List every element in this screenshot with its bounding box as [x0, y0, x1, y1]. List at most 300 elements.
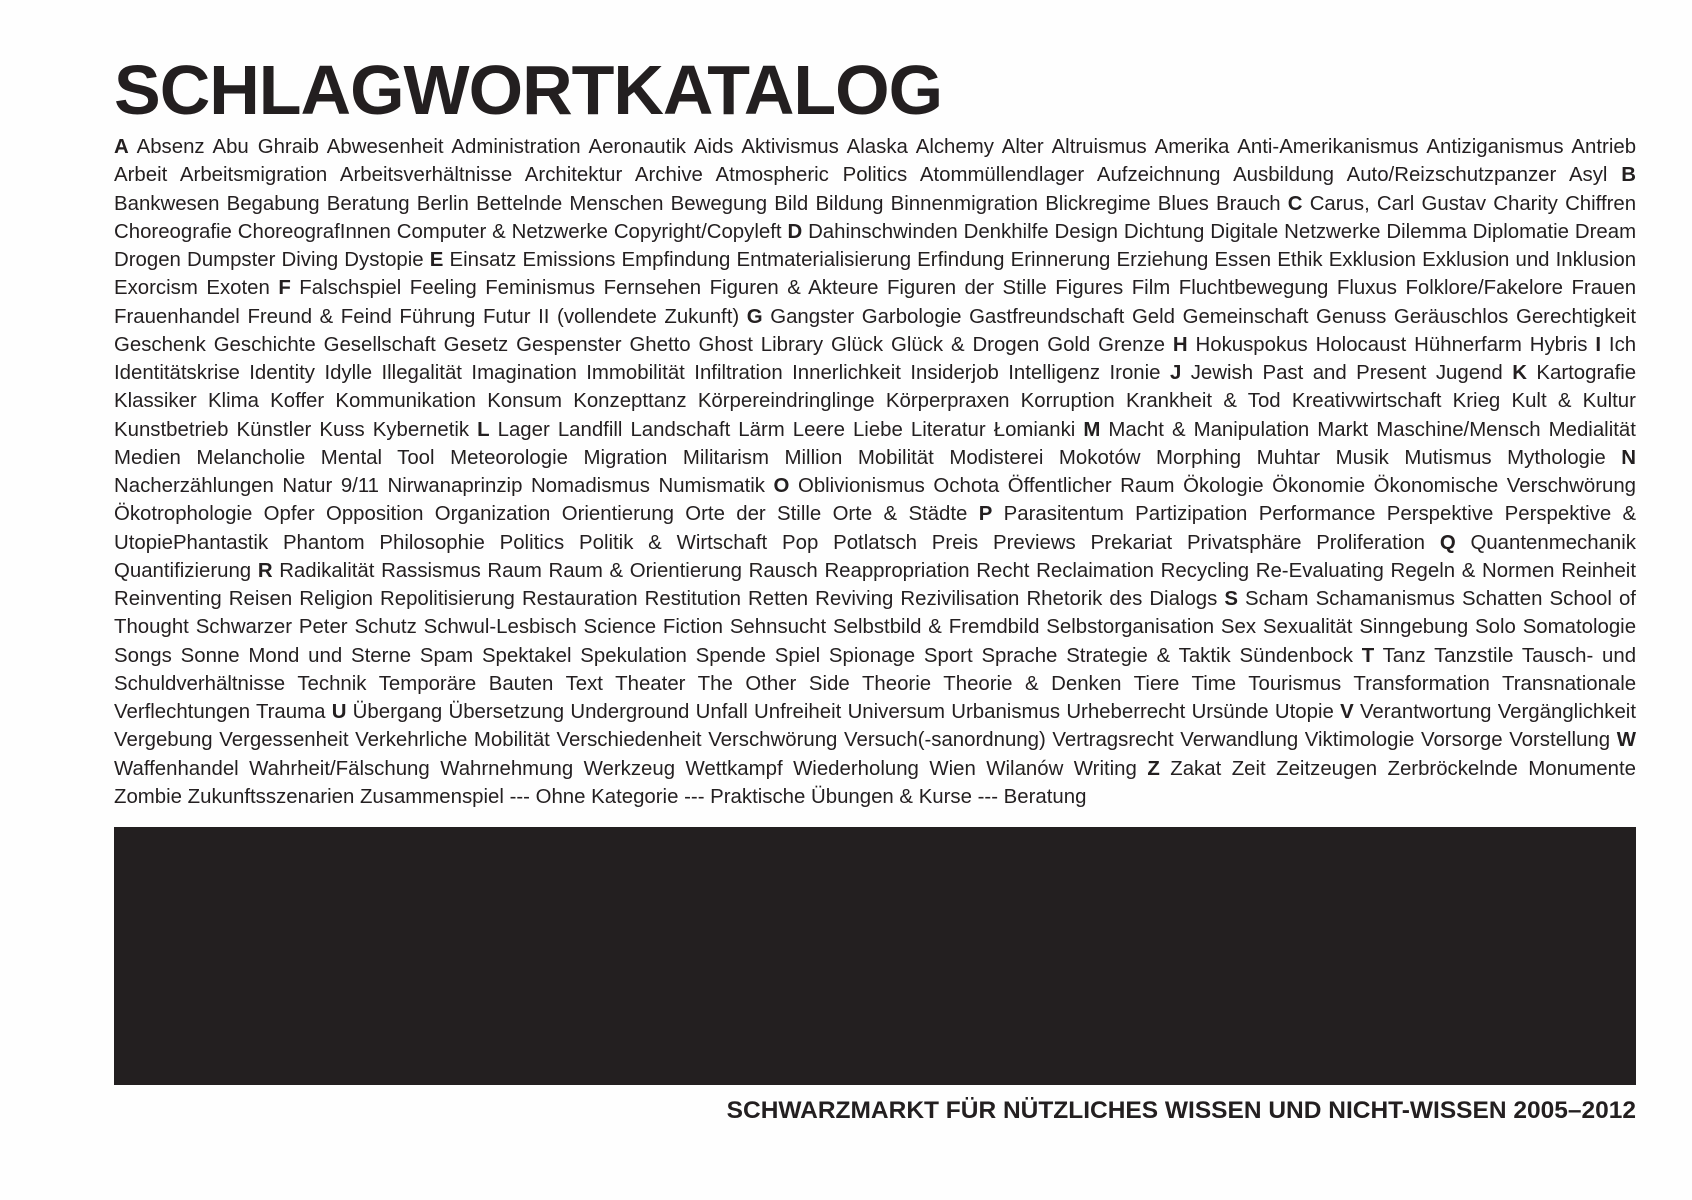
catalog-term: Quantenmechanik	[1470, 531, 1636, 554]
catalog-term: Vorsorge	[1420, 729, 1503, 752]
catalog-term: Restauration	[521, 588, 638, 610]
catalog-letter-c: C	[1287, 192, 1303, 215]
catalog-term: Amerika	[1154, 136, 1230, 158]
catalog-term: Geschichte	[213, 333, 316, 356]
catalog-term: Sündenbock	[1239, 644, 1353, 667]
catalog-term: Mobilität	[857, 446, 934, 469]
catalog-term: Verkehrliche Mobilität	[355, 729, 550, 752]
catalog-term: Figures	[1055, 277, 1124, 300]
catalog-letter-t: T	[1361, 644, 1375, 667]
catalog-term: Ursünde	[1191, 701, 1269, 723]
catalog-term: Exklusion	[1328, 249, 1416, 271]
catalog-term: Liebe	[852, 418, 903, 441]
catalog-term: Tourismus	[1248, 672, 1342, 695]
catalog-term: Verantwortung	[1359, 701, 1492, 723]
catalog-letter-f: F	[278, 277, 291, 300]
catalog-term: Geräuschlos	[1393, 305, 1509, 328]
catalog-term: Aktivismus	[741, 136, 839, 158]
catalog-term: Begabung	[226, 192, 320, 215]
catalog-term: Krieg	[1452, 390, 1501, 413]
catalog-term: School of Thought	[114, 588, 1636, 639]
catalog-letter-s: S	[1224, 588, 1238, 610]
catalog-term: Schwul-Lesbisch	[423, 616, 577, 639]
catalog-letter-v: V	[1340, 701, 1354, 723]
catalog-term: --- Beratung	[977, 785, 1087, 808]
catalog-term: Vorstellung	[1509, 729, 1611, 752]
catalog-term: Opposition	[325, 503, 424, 526]
catalog-term: Spionage	[828, 644, 916, 667]
catalog-term: Ich	[1608, 333, 1637, 356]
catalog-term: Reisen	[228, 588, 293, 610]
catalog-term: Perspektive	[1386, 503, 1494, 526]
catalog-term: Proliferation	[1316, 531, 1426, 554]
catalog-term: Orientierung	[561, 503, 674, 526]
catalog-letter-l: L	[477, 418, 490, 441]
footer-title: SCHWARZMARKT FÜR NÜTZLICHES WISSEN UND NICHT-WISSEN 2005–2012	[726, 1097, 1636, 1124]
catalog-term: Kunstbetrieb	[114, 418, 229, 441]
catalog-term: Kreativwirtschaft	[1291, 390, 1442, 413]
catalog-term: Grenze	[1098, 333, 1166, 356]
catalog-term: Korruption	[1020, 390, 1115, 413]
catalog-letter-i: I	[1595, 333, 1602, 356]
catalog-term: Medialität	[1548, 418, 1636, 441]
catalog-term: Ghetto	[629, 333, 691, 356]
catalog-term: Markt	[1317, 418, 1369, 441]
catalog-term: Organization	[434, 503, 551, 526]
catalog-term: ChoreografInnen	[237, 220, 391, 243]
catalog-term: Literatur	[910, 418, 986, 441]
catalog-term: Nacherzählungen	[114, 475, 274, 497]
catalog-term: Theorie & Denken	[943, 672, 1122, 695]
catalog-term: Sonne Mond und Sterne	[180, 644, 412, 667]
catalog-term: Gastfreundschaft	[969, 305, 1125, 328]
catalog-term: Klassiker	[114, 390, 197, 413]
catalog-term: Reinventing	[114, 588, 222, 610]
catalog-term: Geschenk	[114, 333, 206, 356]
catalog-term: Digitale Netzwerke	[1210, 220, 1381, 243]
catalog-term: Exoten	[206, 277, 270, 300]
catalog-term: Unfreiheit	[754, 701, 842, 723]
catalog-term: Million	[784, 446, 843, 469]
catalog-term: Dilemma	[1386, 220, 1467, 243]
catalog-term: Krankheit & Tod	[1125, 390, 1281, 413]
catalog-term: Science Fiction	[583, 616, 723, 639]
catalog-term: Utopie	[1274, 701, 1334, 723]
catalog-term: Ökologie	[1183, 475, 1264, 497]
catalog-term: Spektakel	[481, 644, 572, 667]
catalog-term: Frauenhandel	[114, 305, 240, 328]
catalog-term: Computer & Netzwerke	[396, 220, 608, 243]
catalog-term: Kommunikation	[335, 390, 476, 413]
catalog-term: Fluxus	[1336, 277, 1397, 300]
catalog-letter-a: A	[114, 136, 129, 158]
catalog-term: Wahrheit/Fälschung	[249, 757, 430, 780]
catalog-term: Spam	[419, 644, 474, 667]
catalog-term: Theater	[615, 672, 686, 695]
catalog-term: Insiderjob	[910, 362, 999, 384]
catalog-term: Brauch	[1215, 192, 1281, 215]
catalog-term: Körpereindringlinge	[697, 390, 875, 413]
catalog-term: Zeit	[1231, 757, 1266, 780]
catalog-term: Somatologie	[1522, 616, 1637, 639]
catalog-term: Figuren der Stille	[886, 277, 1047, 300]
catalog-term: Migration	[583, 446, 668, 469]
catalog-term: Antiziganismus	[1426, 136, 1564, 158]
catalog-letter-o: O	[773, 475, 790, 497]
catalog-term: Sprache	[981, 644, 1058, 667]
catalog-term: Idylle	[324, 362, 373, 384]
catalog-term: Kult & Kultur	[1511, 390, 1636, 413]
catalog-term: Gemeinschaft	[1182, 305, 1309, 328]
catalog-letter-p: P	[978, 503, 993, 526]
catalog-term: Numismatik	[658, 475, 765, 497]
catalog-term: Muhtar	[1256, 446, 1321, 469]
catalog-term: Strategie & Taktik	[1066, 644, 1231, 667]
catalog-term: Radikalität	[279, 559, 375, 582]
catalog-term: Alter	[1001, 136, 1044, 158]
catalog-term: Dystopie	[344, 249, 424, 271]
catalog-term: Oblivionismus	[797, 475, 925, 497]
catalog-term: Technik	[297, 672, 367, 695]
catalog-term: Drogen	[114, 249, 181, 271]
catalog-letter-g: G	[746, 305, 763, 328]
catalog-term: Privatsphäre	[1186, 531, 1302, 554]
catalog-term: Raum & Orientierung	[548, 559, 742, 582]
catalog-term: Perspektive & UtopiePhantastik	[114, 503, 1637, 554]
catalog-term: Sehnsucht	[729, 616, 827, 639]
catalog-term: Arbeit	[114, 164, 168, 187]
catalog-term: Partizipation	[1135, 503, 1248, 526]
catalog-term: Atommüllendlager	[919, 164, 1085, 187]
catalog-term: Identitätskrise	[114, 362, 240, 384]
catalog-term: Ironie	[1109, 362, 1161, 384]
catalog-term: Tiere	[1133, 672, 1180, 695]
catalog-term: Natur	[282, 475, 333, 497]
catalog-term: Text	[565, 672, 603, 695]
catalog-term: Anti-Amerikanismus	[1237, 136, 1419, 158]
catalog-letter-e: E	[429, 249, 444, 271]
catalog-term: Philosophie	[379, 531, 485, 554]
catalog-term: Wiederholung	[793, 757, 919, 780]
catalog-term: Diplomatie	[1472, 220, 1569, 243]
catalog-term: Gerechtigkeit	[1515, 305, 1637, 328]
catalog-term: Figuren & Akteure	[709, 277, 879, 300]
catalog-term: Hühnerfarm	[1414, 333, 1522, 356]
catalog-letter-w: W	[1616, 729, 1636, 752]
catalog-term: Medien	[114, 446, 181, 469]
catalog-letter-z: Z	[1147, 757, 1160, 780]
catalog-term: Waffenhandel	[114, 757, 239, 780]
catalog-term: Hokuspokus	[1195, 333, 1308, 356]
catalog-term: Fernsehen	[603, 277, 702, 300]
keyword-catalog	[114, 133, 1636, 811]
catalog-term: Quantifizierung	[114, 559, 252, 582]
catalog-term: Jugend	[1435, 362, 1503, 384]
catalog-term: Zakat	[1170, 757, 1222, 780]
catalog-term: Leere	[792, 418, 845, 441]
catalog-term: Körperpraxen	[885, 390, 1010, 413]
catalog-term: --- Ohne Kategorie	[509, 785, 679, 808]
catalog-term: Bildung	[815, 192, 884, 215]
catalog-term: Ökotrophologie	[114, 503, 253, 526]
catalog-letter-h: H	[1172, 333, 1188, 356]
catalog-term: Retten	[748, 588, 809, 610]
catalog-term: Militarism	[682, 446, 769, 469]
catalog-term: Urheberrecht	[1066, 701, 1186, 723]
catalog-letter-d: D	[787, 220, 803, 243]
catalog-term: Innerlichkeit	[792, 362, 901, 384]
catalog-letter-u: U	[331, 701, 347, 723]
catalog-term: Frauen	[1571, 277, 1637, 300]
catalog-term: Glück & Drogen	[891, 333, 1040, 356]
catalog-term: Bewegung	[670, 192, 768, 215]
catalog-term: Nomadismus	[530, 475, 650, 497]
black-block	[114, 827, 1636, 1085]
catalog-term: Lager	[497, 418, 550, 441]
catalog-term: Prekariat	[1090, 531, 1173, 554]
catalog-term: Blickregime	[1045, 192, 1151, 215]
catalog-letter-n: N	[1621, 446, 1637, 469]
catalog-term: Zukunftsszenarien	[187, 785, 355, 808]
catalog-term: Übersetzung	[448, 701, 565, 723]
catalog-term: Schutz	[354, 616, 417, 639]
catalog-term: Abwesenheit	[326, 136, 444, 158]
catalog-term: Selbstbild & Fremdbild	[833, 616, 1040, 639]
catalog-term: Blues	[1157, 192, 1209, 215]
catalog-term: Ghost Library	[698, 333, 824, 356]
catalog-term: Schatten	[1462, 588, 1543, 610]
catalog-term: Musik	[1335, 446, 1389, 469]
catalog-letter-k: K	[1512, 362, 1527, 384]
catalog-term: Phantom	[282, 531, 365, 554]
catalog-term: Mental Tool	[320, 446, 435, 469]
catalog-term: Absenz	[136, 136, 205, 158]
catalog-term: Administration	[451, 136, 581, 158]
catalog-term: Sex	[1220, 616, 1257, 639]
catalog-term: Öffentlicher Raum	[1007, 475, 1175, 497]
catalog-term: Rausch	[748, 559, 818, 582]
catalog-term: Dahinschwinden	[808, 220, 958, 243]
catalog-term: Songs	[114, 644, 172, 667]
catalog-letter-q: Q	[1439, 531, 1456, 554]
catalog-term: Arbeitsverhältnisse	[339, 164, 513, 187]
catalog-term: Nirwanaprinzip	[387, 475, 523, 497]
catalog-term: Kuss	[319, 418, 365, 441]
catalog-term: Konzepttanz	[573, 390, 687, 413]
catalog-term: Illegalität	[381, 362, 462, 384]
catalog-term: Feeling	[409, 277, 477, 300]
catalog-term: Ochota	[933, 475, 1000, 497]
catalog-term: Feminismus	[485, 277, 596, 300]
catalog-term: Atmospheric Politics	[715, 164, 908, 187]
catalog-term: Spekulation	[580, 644, 687, 667]
catalog-term: Vertragsrecht	[1052, 729, 1174, 752]
catalog-term: Folklore/Fakelore	[1405, 277, 1563, 300]
catalog-term: Ökonomie	[1272, 475, 1366, 497]
catalog-term: Sport	[923, 644, 973, 667]
catalog-term: Empfindung	[621, 249, 731, 271]
catalog-term: Regeln & Normen	[1390, 559, 1555, 582]
catalog-term: Übergang	[352, 701, 443, 723]
catalog-term: Konsum	[487, 390, 562, 413]
catalog-term: Selbstorganisation	[1046, 616, 1215, 639]
catalog-term: Preis	[931, 531, 979, 554]
catalog-term: Sinngebung	[1359, 616, 1469, 639]
catalog-term: Exklusion und Inklusion	[1422, 249, 1637, 271]
catalog-term: Versuch(-sanordnung)	[844, 729, 1046, 752]
catalog-term: Orte & Städte	[832, 503, 968, 526]
catalog-term: Werkzeug	[583, 757, 676, 780]
catalog-term: Spende	[695, 644, 766, 667]
catalog-term: Lärm	[738, 418, 785, 441]
catalog-term: Führung	[399, 305, 476, 328]
catalog-term: Rhetorik des Dialogs	[1026, 588, 1218, 610]
catalog-term: Einsatz	[449, 249, 517, 271]
catalog-term: Schamanismus	[1315, 588, 1455, 610]
catalog-term: Erfindung	[917, 249, 1005, 271]
catalog-term: Viktimologie	[1304, 729, 1415, 752]
catalog-term: Aeronautik	[588, 136, 686, 158]
catalog-term: Verschwörung	[708, 729, 838, 752]
catalog-term: Alaska	[846, 136, 908, 158]
catalog-term: Gold	[1047, 333, 1091, 356]
catalog-term: Dream	[1574, 220, 1637, 243]
catalog-term: Gesellschaft	[323, 333, 436, 356]
catalog-term: Rassismus	[381, 559, 481, 582]
catalog-term: Asyl	[1568, 164, 1608, 187]
catalog-term: Repolitisierung	[380, 588, 515, 610]
catalog-term: Theorie	[861, 672, 932, 695]
catalog-term: Maschine/Mensch	[1376, 418, 1541, 441]
catalog-term: Jewish Past and Present	[1190, 362, 1427, 384]
catalog-term: Reclaimation	[1036, 559, 1155, 582]
catalog-term: Berlin	[416, 192, 469, 215]
catalog-term: Rezivilisation	[900, 588, 1020, 610]
catalog-term: Binnenmigration	[890, 192, 1039, 215]
catalog-term: Erinnerung	[1010, 249, 1111, 271]
catalog-term: Wilanów	[986, 757, 1064, 780]
catalog-term: The Other Side	[697, 672, 850, 695]
catalog-term: Wahrnehmung	[440, 757, 574, 780]
catalog-term: Tanzstile	[1434, 644, 1514, 667]
catalog-term: Identity	[249, 362, 315, 384]
catalog-term: Intelligenz	[1008, 362, 1101, 384]
catalog-term: Morphing	[1156, 446, 1242, 469]
catalog-term: Geld	[1131, 305, 1176, 328]
catalog-term: Landfill	[557, 418, 623, 441]
catalog-term: Zombie	[114, 785, 182, 808]
catalog-term: Auto/Reizschutzpanzer	[1346, 164, 1557, 187]
catalog-term: Futur II (vollendete Zukunft)	[482, 305, 740, 328]
catalog-term: Schwarzer Peter	[195, 616, 348, 639]
catalog-term: Dichtung	[1123, 220, 1205, 243]
catalog-term: Tanz	[1382, 644, 1426, 667]
catalog-term: Zerbröckelnde Monumente	[1387, 757, 1636, 780]
catalog-term: Politik & Wirtschaft	[579, 531, 768, 554]
catalog-term: Wien	[929, 757, 976, 780]
catalog-term: Altruismus	[1051, 136, 1147, 158]
catalog-term: Reinheit	[1561, 559, 1636, 582]
catalog-term: Underground	[570, 701, 690, 723]
catalog-term: Essen	[1214, 249, 1272, 271]
catalog-term: Orte der Stille	[685, 503, 822, 526]
catalog-term: Choreografie	[114, 220, 232, 243]
catalog-term: Kybernetik	[372, 418, 470, 441]
catalog-term: Charity	[1493, 192, 1558, 215]
catalog-term: Spiel	[774, 644, 821, 667]
catalog-term: Glück	[831, 333, 884, 356]
catalog-term: Kartografie	[1536, 362, 1637, 384]
catalog-term: Antrieb	[1571, 136, 1637, 158]
catalog-term: Tausch- und Schuldverhältnisse	[114, 644, 1637, 695]
catalog-letter-r: R	[257, 559, 273, 582]
catalog-term: Ökonomische Verschwörung	[1373, 475, 1637, 497]
catalog-term: Urbanismus	[951, 701, 1061, 723]
catalog-term: Archive	[634, 164, 703, 187]
catalog-term: Melancholie	[196, 446, 306, 469]
catalog-term: Künstler	[236, 418, 312, 441]
catalog-term: Unfall	[695, 701, 748, 723]
catalog-term: Garbologie	[861, 305, 962, 328]
catalog-term: Klima	[207, 390, 259, 413]
catalog-term: Pop	[782, 531, 819, 554]
catalog-letter-m: M	[1083, 418, 1101, 441]
catalog-term: Gespenster	[516, 333, 622, 356]
catalog-term: Mokotów	[1058, 446, 1141, 469]
catalog-term: Macht & Manipulation	[1108, 418, 1310, 441]
catalog-term: Modisterei	[949, 446, 1044, 469]
catalog-term: Restitution	[644, 588, 741, 610]
catalog-term: Falschspiel	[299, 277, 402, 300]
catalog-term: Alchemy	[915, 136, 994, 158]
catalog-term: Verschiedenheit	[556, 729, 702, 752]
catalog-term: Verwandlung	[1180, 729, 1299, 752]
catalog-term: Emissions	[522, 249, 616, 271]
catalog-term: Writing	[1073, 757, 1137, 780]
catalog-letter-j: J	[1169, 362, 1182, 384]
catalog-term: Gesetz	[443, 333, 509, 356]
catalog-term: Performance	[1258, 503, 1376, 526]
catalog-term: Zusammenspiel	[359, 785, 504, 808]
catalog-term: Genuss	[1316, 305, 1387, 328]
catalog-term: Sexualität	[1262, 616, 1353, 639]
catalog-term: Raum	[487, 559, 542, 582]
catalog-term: Reappropriation	[824, 559, 970, 582]
catalog-term: Solo	[1475, 616, 1516, 639]
catalog-term: Trauma	[255, 701, 326, 723]
catalog-term: Vergessenheit	[219, 729, 349, 752]
catalog-term: Politics	[499, 531, 565, 554]
catalog-term: Abu Ghraib	[212, 136, 319, 158]
catalog-term: Łomianki	[993, 418, 1076, 441]
catalog-term: Hybris	[1529, 333, 1588, 356]
catalog-term: Temporäre Bauten	[378, 672, 554, 695]
catalog-term: Universum	[847, 701, 946, 723]
catalog-term: Parasitentum	[1003, 503, 1124, 526]
catalog-term: Denkhilfe	[963, 220, 1049, 243]
catalog-term: Beratung	[326, 192, 410, 215]
catalog-term: Recht	[976, 559, 1030, 582]
catalog-term: Dumpster Diving	[187, 249, 339, 271]
catalog-term: Reviving	[815, 588, 894, 610]
catalog-term: Exorcism	[114, 277, 198, 300]
page-title: SCHLAGWORTKATALOG	[114, 51, 943, 129]
catalog-term: Erziehung	[1116, 249, 1209, 271]
catalog-term: --- Praktische Übungen & Kurse	[684, 785, 972, 808]
catalog-term: Ethik	[1277, 249, 1323, 271]
catalog-term: Previews	[993, 531, 1076, 554]
catalog-term: Holocaust	[1315, 333, 1407, 356]
